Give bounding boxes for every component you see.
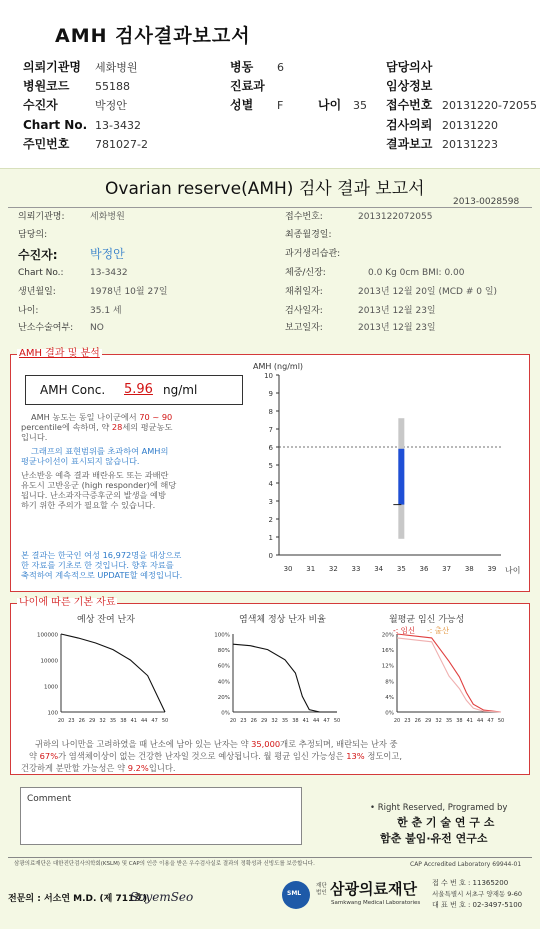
chart3-legend-pregnancy: -: 임신: [393, 626, 416, 635]
header-label: 결과보고: [386, 137, 433, 151]
org-line-1: 한 춘 기 술 연 구 소: [397, 816, 495, 829]
header-label: 진료과: [230, 79, 265, 93]
interp-text: AMH 농도는 동일 나이군에서: [31, 412, 137, 422]
field-value: 2013122072055: [358, 212, 433, 222]
mini-y-tick-label: 8%: [385, 679, 394, 686]
percentile-range: 70 ~ 90: [139, 412, 173, 422]
report-doc-number: 2013-0028598: [453, 197, 520, 207]
mini-x-tick-label: 38: [120, 718, 127, 724]
mini-x-tick-label: 32: [271, 718, 278, 724]
header-value: 35: [353, 99, 367, 112]
amh-x-tick-label: 35: [396, 565, 406, 573]
mini-y-tick-label: 16%: [381, 648, 394, 655]
amh-y-tick-label: 4: [268, 480, 273, 488]
mini-x-tick-label: 44: [477, 718, 484, 724]
header-value: 13-3432: [95, 119, 141, 132]
amh-x-tick-label: 37: [442, 565, 452, 573]
mini-x-tick-label: 35: [445, 718, 453, 724]
mini-x-tick-label: 41: [302, 718, 309, 724]
interp-text: 난소반응 예측 결과 배란유도 또는 과배란: [21, 470, 169, 480]
field-label: 접수번호:: [285, 212, 323, 222]
mini-x-tick-label: 23: [404, 718, 411, 724]
mini-x-tick-label: 38: [456, 718, 463, 724]
amh-y-tick-label: 1: [268, 534, 273, 542]
mini-y-tick-label: 12%: [381, 663, 394, 670]
header-label: 접수번호: [386, 98, 433, 112]
mini-x-tick-label: 41: [466, 718, 473, 724]
header-label: 수진자: [23, 98, 58, 112]
interp-text: 하기 위한 주의가 필요할 수 있습니다.: [21, 500, 156, 510]
summary-birth: 9.2%: [127, 763, 149, 773]
field-label: 채취일자:: [285, 287, 323, 297]
amh-x-tick-label: 39: [487, 565, 497, 573]
samkwang-logo-icon: SML: [282, 881, 310, 909]
summary-text: 가 염색체이상이 없는 건강한 난자일 것으로 예상됩니다. 월 평균 임신 가능성은: [58, 751, 344, 761]
field-label: 보고일자:: [285, 323, 323, 333]
cap-line: CAP Accredited Laboratory 69944-01: [410, 861, 522, 868]
field-value: 2013년 12월 23일: [358, 306, 436, 316]
mini-y-tick-label: 20%: [217, 694, 230, 701]
mini-x-tick-label: 47: [151, 718, 158, 724]
normal-egg-ratio-chart: [197, 628, 357, 728]
mini-x-tick-label: 44: [141, 718, 148, 724]
header-value: 55188: [95, 80, 130, 93]
field-label: 수진자:: [18, 248, 58, 262]
field-value: 0.0 Kg 0cm BMI: 0.00: [368, 268, 465, 278]
chart3-title: 월평균 임신 가능성: [389, 615, 465, 625]
chart3-legend-birth: -: 출산: [427, 626, 450, 635]
mini-y-tick-label: 100%: [214, 632, 230, 639]
field-value: 1978년 10월 27일: [90, 287, 168, 297]
amh-x-tick-label: 30: [283, 565, 293, 573]
header-label: 병원코드: [23, 79, 70, 93]
field-label: 검사일자:: [285, 306, 323, 316]
header-label: 주민번호: [23, 137, 70, 151]
doctor-label: 전문의 : 서소연 M.D. (제 711호): [8, 894, 148, 904]
header-value: 박정안: [95, 99, 127, 112]
field-label: 체중/신장:: [285, 268, 326, 278]
amh-x-tick-label: 34: [374, 565, 384, 573]
field-label: 과거생리습관:: [285, 249, 341, 259]
title-divider: [8, 207, 532, 208]
amh-interpretation: [21, 413, 251, 588]
age-data-section: [10, 597, 530, 775]
patient-name: 박정안: [90, 247, 125, 261]
interp-text: 유도시 고반응군 (high responder)에 해당: [21, 480, 177, 490]
mini-y-tick-label: 0%: [221, 710, 230, 717]
mini-x-tick-label: 50: [333, 718, 341, 724]
comment-box: [20, 787, 302, 845]
mini-y-tick-label: 4%: [385, 694, 394, 701]
mini-y-tick-label: 80%: [217, 648, 230, 655]
interp-text: percentile에 속하며, 약: [21, 422, 110, 432]
header-label: 담당의사: [386, 60, 433, 74]
field-label: 생년월일:: [18, 287, 56, 297]
summary-text: 귀하의 나이만을 고려하였을 때 난소에 남아 있는 난자는 약: [35, 739, 249, 749]
chart2-title: 염색체 정상 난자 비율: [239, 615, 326, 625]
pregnancy-line: [397, 634, 501, 712]
header-value: F: [277, 99, 284, 112]
doctor-signature: SoyemSeo: [130, 890, 194, 904]
mini-y-tick-label: 20%: [381, 632, 394, 639]
mini-x-tick-label: 35: [109, 718, 117, 724]
field-value: 13-3432: [90, 268, 128, 278]
footer-note: 삼광의료재단은 대한진단검사의학회(KSLM) 및 CAP의 인증 이용을 받은 우수검사실로 결과의 정확성과 신빙도를 보증합니다.: [14, 861, 315, 867]
mini-x-tick-label: 26: [414, 718, 421, 724]
comment-label: Comment: [27, 794, 72, 804]
org-line-2: 함춘 불임·유전 연구소: [380, 832, 488, 845]
brand-small: 재단: [316, 883, 327, 889]
amh-y-tick-label: 9: [268, 390, 273, 398]
header-label: 나이: [318, 98, 342, 112]
field-label: Chart No.:: [18, 268, 64, 278]
mini-x-tick-label: 38: [292, 718, 299, 724]
field-label: 나이:: [18, 306, 39, 316]
remaining-eggs-chart: [25, 628, 185, 728]
header-label: 의뢰기관명: [23, 60, 81, 74]
summary-normal-pct: 67%: [39, 751, 59, 761]
summary-text: 개로 추정되며, 배란되는 난자 중: [280, 739, 398, 749]
page-title: AMH 검사결과보고서: [55, 25, 251, 47]
mini-x-tick-label: 26: [78, 718, 85, 724]
mini-x-tick-label: 47: [323, 718, 330, 724]
amh-conc-label: AMH Conc.: [40, 383, 106, 397]
amh-conc-box: [25, 375, 243, 405]
mini-x-tick-label: 29: [261, 718, 268, 724]
amh-result-section: [10, 348, 530, 592]
mini-x-tick-label: 44: [313, 718, 320, 724]
amh-x-tick-label: 33: [351, 565, 361, 573]
amh-x-tick-label: 36: [419, 565, 429, 573]
mini-y-tick-label: 0%: [385, 710, 394, 717]
field-value: NO: [90, 323, 104, 333]
field-value: 2013년 12월 23일: [358, 323, 436, 333]
amh-y-tick-label: 6: [268, 444, 273, 452]
field-value: 35.1 세: [90, 306, 122, 316]
mini-x-tick-label: 20: [57, 718, 65, 724]
interp-text: 입니다.: [21, 432, 48, 442]
header-value: 20131223: [442, 138, 498, 151]
lab-address: 서울특별시 서초구 양재동 9-60: [432, 890, 523, 898]
equivalent-age: 28: [111, 422, 123, 432]
mini-y-tick-label: 100: [47, 710, 58, 717]
amh-conc-value: 5.96: [124, 382, 153, 397]
mini-x-tick-label: 29: [425, 718, 432, 724]
chart1-title: 예상 잔여 난자: [77, 615, 135, 625]
normal-egg-ratio-line: [233, 644, 337, 712]
age-summary-text: [21, 738, 526, 774]
brand-english: Samkwang Medical Laboratories: [331, 900, 421, 906]
summary-eggs: 35,000: [251, 739, 281, 749]
birth-line: [397, 638, 501, 712]
amh-y-tick-label: 8: [268, 408, 273, 416]
interp-note: 평균나이선이 표시되지 않습니다.: [21, 456, 140, 466]
field-label: 의뢰기관명:: [18, 212, 65, 222]
mini-x-tick-label: 20: [229, 718, 237, 724]
amh-y-axis-label: AMH (ng/ml): [253, 362, 304, 371]
mini-x-tick-label: 47: [487, 718, 494, 724]
mini-x-tick-label: 23: [68, 718, 75, 724]
age-section-heading: 나이에 따른 기본 자료: [19, 597, 116, 608]
mini-x-tick-label: 20: [393, 718, 401, 724]
amh-x-axis-label: 나이: [505, 566, 521, 575]
amh-x-tick-label: 38: [464, 565, 474, 573]
header-label: 검사의뢰: [386, 118, 433, 132]
amh-y-tick-label: 2: [268, 516, 273, 524]
interp-disclaimer: 축적하여 계속적으로 UPDATE할 예정입니다.: [21, 570, 183, 580]
field-value: 2013년 12월 20일 (MCD # 0 일): [358, 287, 498, 297]
amh-y-tick-label: 3: [268, 498, 273, 506]
summary-text: 정도이고,: [367, 751, 403, 761]
amh-y-tick-label: 10: [264, 372, 273, 380]
header-value: 20131220-72055: [442, 99, 537, 112]
header-label: 병동: [230, 60, 254, 74]
brand-small: 법인: [316, 890, 327, 896]
lab-reg-number: 접 수 번 호 : 11365200: [432, 879, 509, 887]
interp-disclaimer: 본 결과는 한국인 여성 16,972명을 대상으로: [21, 550, 182, 560]
field-label: 최종월경일:: [285, 230, 332, 240]
header-value: 781027-2: [95, 138, 148, 151]
mini-y-tick-label: 100000: [37, 632, 58, 639]
amh-patient-box: [398, 449, 404, 505]
amh-y-tick-label: 7: [268, 426, 273, 434]
mini-x-tick-label: 23: [240, 718, 247, 724]
interp-text: 세의 평균농도: [122, 422, 173, 432]
remaining-eggs-line: [61, 634, 165, 712]
amh-x-tick-label: 32: [328, 565, 338, 573]
mini-x-tick-label: 41: [130, 718, 137, 724]
field-label: 난소수술여부:: [18, 323, 74, 333]
amh-report-sheet: [0, 168, 540, 929]
summary-pregnancy: 13%: [346, 751, 365, 761]
amh-conc-unit: ng/ml: [163, 383, 198, 397]
header-label: 성별: [230, 98, 254, 112]
pregnancy-rate-chart: [361, 628, 521, 728]
amh-y-tick-label: 5: [268, 462, 273, 470]
report-title: Ovarian reserve(AMH) 검사 결과 보고서: [105, 179, 425, 199]
header-label: 임상정보: [386, 79, 433, 93]
header-value: 세화병원: [95, 61, 138, 74]
field-label: 담당의:: [18, 230, 48, 240]
rights-line: • Right Reserved, Programed by: [370, 803, 508, 813]
footer-divider: [8, 857, 532, 858]
brand-name: 삼광의료재단: [330, 880, 417, 898]
mini-x-tick-label: 29: [89, 718, 96, 724]
amh-x-tick-label: 31: [306, 565, 316, 573]
summary-text: 입니다.: [148, 763, 176, 773]
mini-x-tick-label: 50: [161, 718, 169, 724]
mini-x-tick-label: 50: [497, 718, 505, 724]
lab-phone: 대 표 번 호 : 02-3497-5100: [432, 901, 523, 909]
interp-note: 그래프의 표현범위를 초과하여 AMH의: [31, 446, 169, 456]
header-label: Chart No.: [23, 118, 88, 132]
amh-y-tick-label: 0: [268, 552, 273, 560]
mini-y-tick-label: 1000: [44, 684, 58, 691]
summary-text: 약: [29, 751, 38, 761]
header-info-grid: [0, 57, 540, 157]
summary-text: 건강하게 분만할 가능성은 약: [21, 763, 126, 773]
header-value: 6: [277, 61, 284, 74]
amh-age-chart: [239, 361, 529, 587]
interp-disclaimer: 한 자료를 기초로 한 것입니다. 향후 자료를: [21, 560, 174, 570]
mini-x-tick-label: 32: [435, 718, 442, 724]
mini-x-tick-label: 32: [99, 718, 106, 724]
field-value: 세화병원: [90, 212, 125, 222]
mini-x-tick-label: 35: [281, 718, 289, 724]
header-value: 20131220: [442, 119, 498, 132]
mini-y-tick-label: 10000: [40, 658, 58, 665]
mini-y-tick-label: 60%: [217, 663, 230, 670]
mini-x-tick-label: 26: [250, 718, 257, 724]
mini-y-tick-label: 40%: [217, 679, 230, 686]
interp-text: 됩니다. 난소과자극증후군의 발생을 예방: [21, 490, 166, 500]
amh-section-heading: AMH 결과 및 분석: [19, 348, 100, 359]
